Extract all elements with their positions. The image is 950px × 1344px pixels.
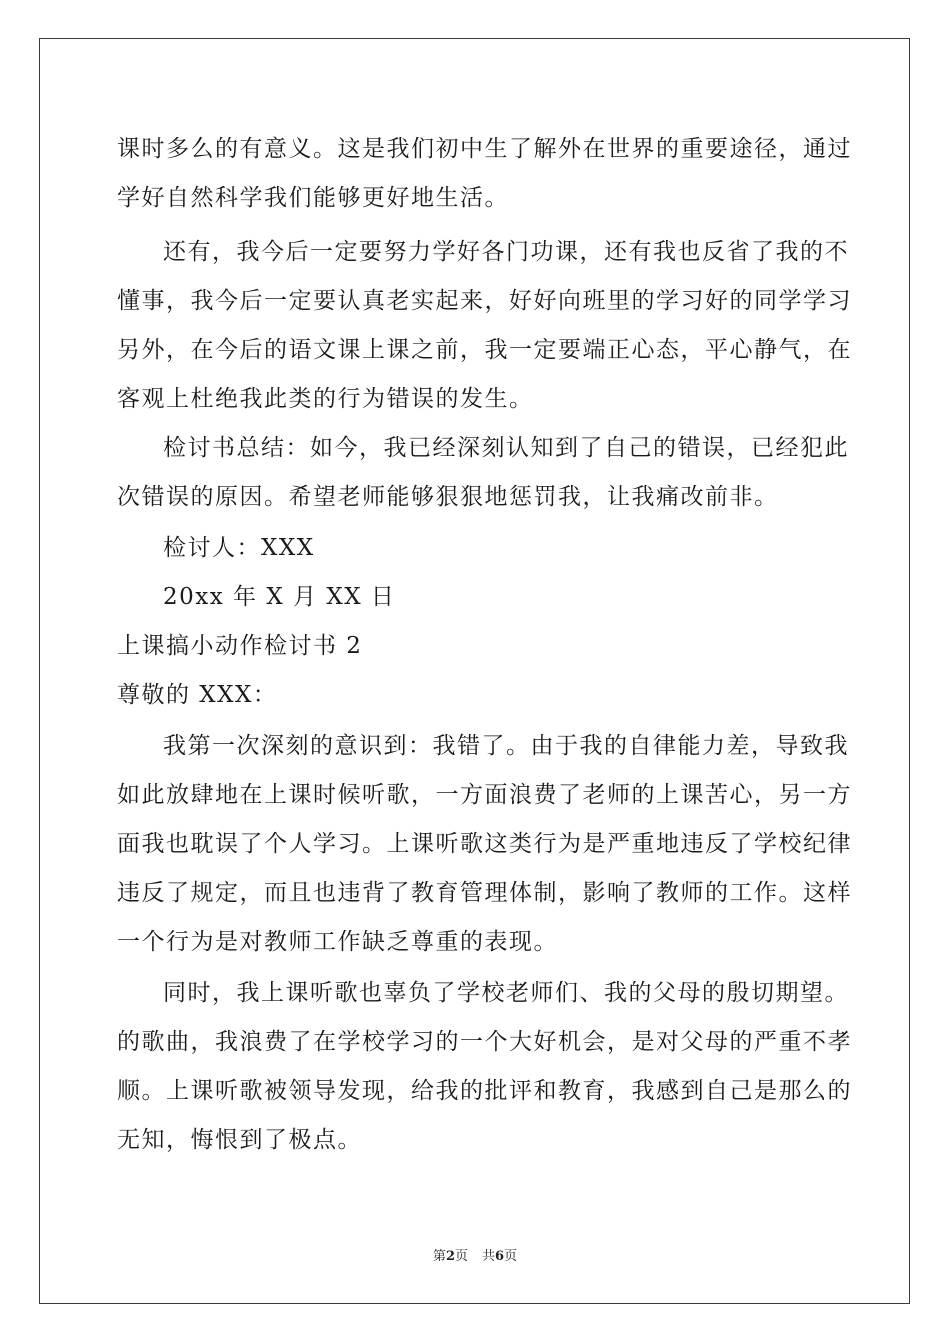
page-border	[39, 38, 910, 1304]
date-line: 20xx 年 X 月 XX 日	[163, 584, 396, 610]
section-title: 上课搞小动作检讨书 2	[117, 633, 363, 659]
text-line: 无知，悔恨到了极点。	[117, 1127, 362, 1153]
salutation: 尊敬的 XXX：	[117, 682, 278, 708]
text-line: 如此放肆地在上课时候听歌，一方面浪费了老师的上课苦心，另一方	[117, 782, 852, 808]
page-suffix: 页	[454, 1249, 468, 1264]
text-line: 违反了规定，而且也违背了教育管理体制，影响了教师的工作。这样	[117, 880, 852, 906]
total-pages: 6	[495, 1249, 505, 1264]
text-line: 顺。上课听歌被领导发现，给我的批评和教育，我感到自己是那么的	[117, 1078, 852, 1104]
paragraph-start: 同时，我上课听歌也辜负了学校老师们、我的父母的殷切期望。	[163, 980, 849, 1006]
signature-line: 检讨人：XXX	[163, 535, 315, 561]
page-prefix: 第	[432, 1249, 446, 1264]
text-line: 次错误的原因。希望老师能够狠狠地惩罚我，让我痛改前非。	[117, 484, 779, 510]
paragraph-start: 还有，我今后一定要努力学好各门功课，还有我也反省了我的不	[163, 239, 849, 265]
text-line: 面我也耽误了个人学习。上课听歌这类行为是严重地违反了学校纪律	[117, 831, 852, 857]
page-footer	[0, 1249, 950, 1265]
text-line: 一个行为是对教师工作缺乏尊重的表现。	[117, 929, 558, 955]
text-line: 客观上杜绝我此类的行为错误的发生。	[117, 386, 534, 412]
paragraph-start: 检讨书总结：如今，我已经深刻认知到了自己的错误，已经犯此	[163, 435, 849, 461]
text-line: 课时多么的有意义。这是我们初中生了解外在世界的重要途径，通过	[117, 136, 852, 162]
total-prefix: 共	[482, 1249, 496, 1264]
text-line: 懂事，我今后一定要认真老实起来，好好向班里的学习好的同学学习	[117, 288, 852, 314]
paragraph-start: 我第一次深刻的意识到：我错了。由于我的自律能力差，导致我	[163, 733, 849, 759]
text-line: 另外，在今后的语文课上课之前，我一定要端正心态，平心静气，在	[117, 337, 852, 363]
text-line: 学好自然科学我们能够更好地生活。	[117, 185, 509, 211]
text-line: 的歌曲，我浪费了在学校学习的一个大好机会，是对父母的严重不孝	[117, 1029, 852, 1055]
page-number: 2	[445, 1249, 455, 1264]
total-suffix: 页	[504, 1249, 518, 1264]
